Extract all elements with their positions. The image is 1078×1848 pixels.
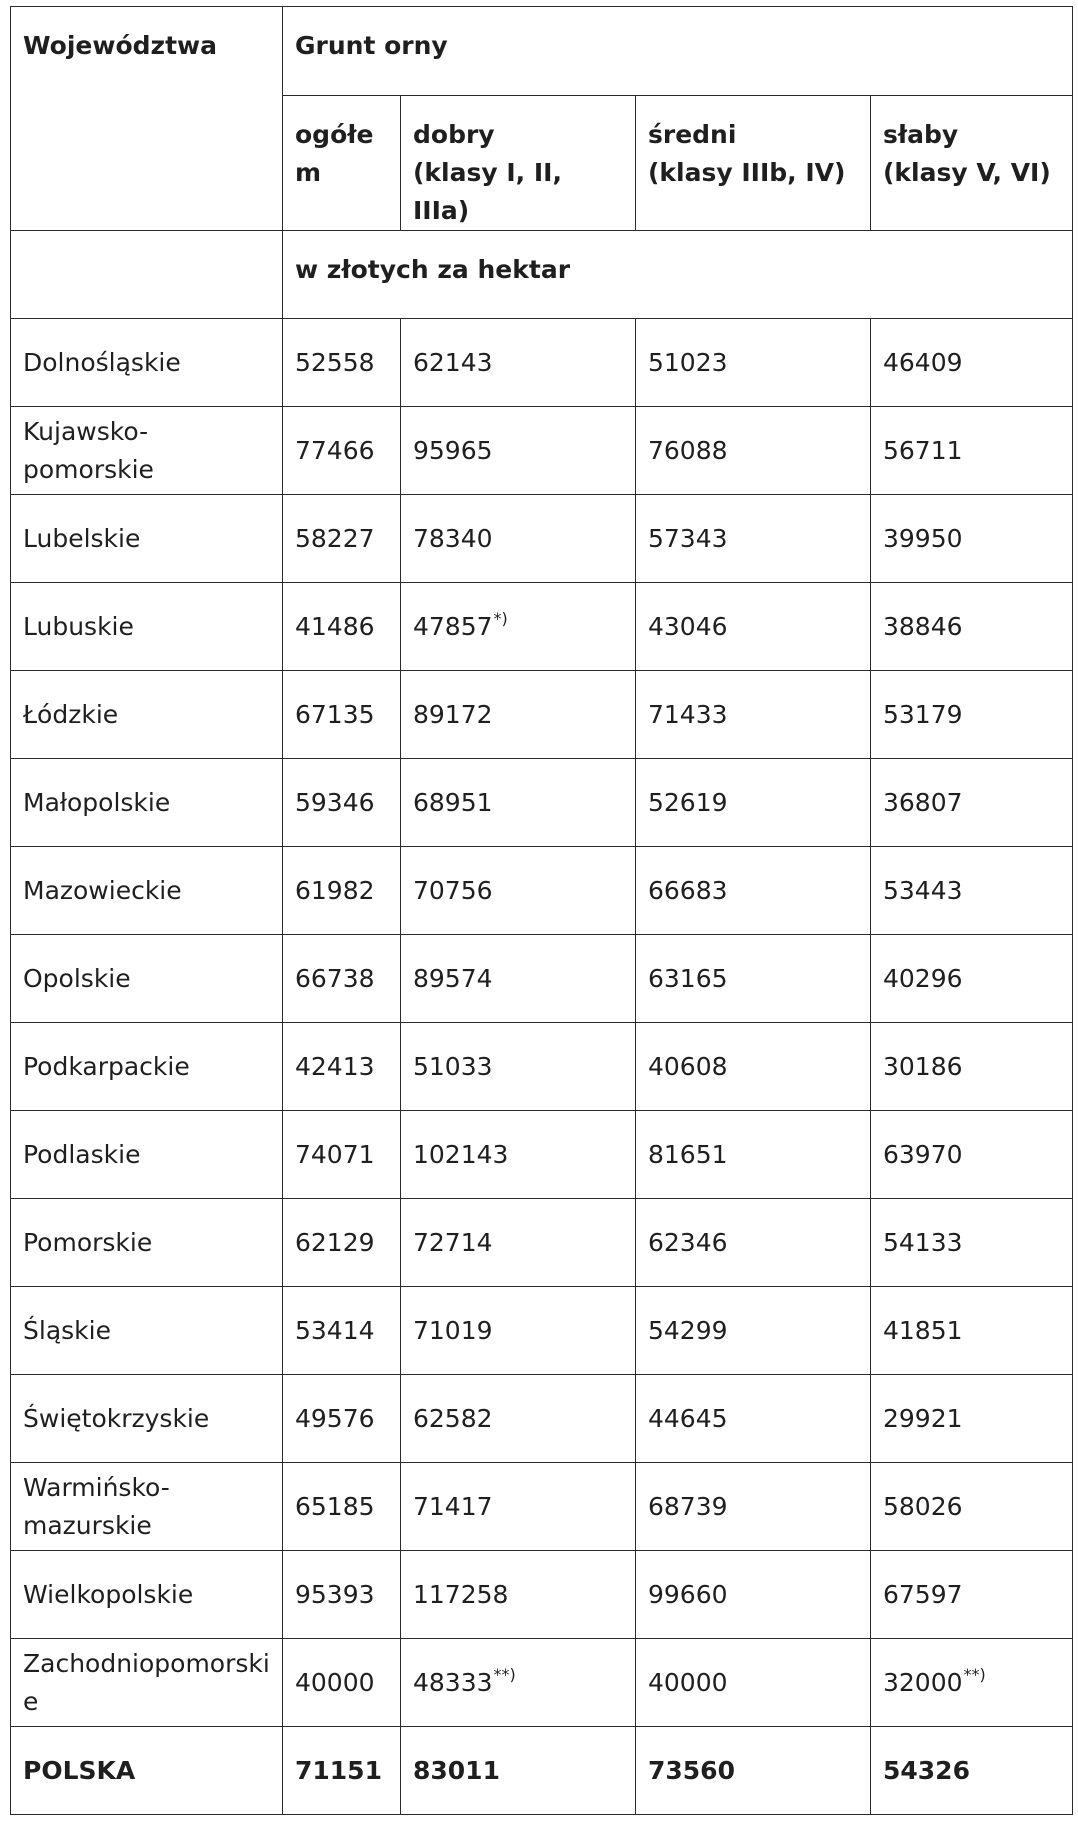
value-sredni	[636, 847, 871, 935]
value-ogolem	[283, 495, 401, 583]
region-name: Świętokrzyskie	[11, 1375, 283, 1463]
region-name: Mazowieckie	[11, 847, 283, 935]
value-number: 117258	[413, 1579, 509, 1609]
value-sredni	[636, 1287, 871, 1375]
table-row	[11, 1375, 1073, 1463]
value-number: 66683	[648, 875, 728, 905]
region-name: Podkarpackie	[11, 1023, 283, 1111]
value-number: 56711	[883, 435, 963, 465]
value-number: 38846	[883, 611, 963, 641]
value-slaby	[871, 319, 1073, 407]
value-sredni	[636, 1551, 871, 1639]
value-dobry	[401, 847, 636, 935]
value-sredni	[636, 935, 871, 1023]
value-sredni	[636, 1463, 871, 1551]
value-sredni	[636, 671, 871, 759]
value-dobry	[401, 671, 636, 759]
table-row	[11, 847, 1073, 935]
table-row	[11, 1023, 1073, 1111]
value-slaby	[871, 1375, 1073, 1463]
value-number: 71417	[413, 1491, 493, 1521]
table-row	[11, 1551, 1073, 1639]
value-number: 76088	[648, 435, 728, 465]
region-name: Podlaskie	[11, 1111, 283, 1199]
value-dobry	[401, 1463, 636, 1551]
table-row	[11, 407, 1073, 495]
value-dobry	[401, 759, 636, 847]
value-number: 54133	[883, 1227, 963, 1257]
footnote-marker: *)	[493, 608, 508, 628]
region-name: Lubuskie	[11, 583, 283, 671]
value-number: 29921	[883, 1403, 963, 1433]
table-row	[11, 1111, 1073, 1199]
value-number: 53179	[883, 699, 963, 729]
table-body	[11, 319, 1073, 1727]
value-number: 71433	[648, 699, 728, 729]
value-slaby	[871, 1639, 1073, 1727]
value-sredni	[636, 407, 871, 495]
price-table	[10, 6, 1073, 1815]
value-number: 58227	[295, 523, 375, 553]
value-sredni	[636, 1199, 871, 1287]
value-number: 44645	[648, 1403, 728, 1433]
value-ogolem	[283, 1023, 401, 1111]
value-number: 66738	[295, 963, 375, 993]
region-name: Wielkopolskie	[11, 1551, 283, 1639]
value-number: 53414	[295, 1315, 375, 1345]
table-row	[11, 1463, 1073, 1551]
value-number: 67135	[295, 699, 375, 729]
table-row	[11, 495, 1073, 583]
total-region: POLSKA	[11, 1727, 283, 1815]
value-number: 99660	[648, 1579, 728, 1609]
value-sredni	[636, 495, 871, 583]
value-sredni	[636, 1375, 871, 1463]
value-number: 49576	[295, 1403, 375, 1433]
value-ogolem	[283, 1287, 401, 1375]
total-value-slaby: 54326	[871, 1727, 1073, 1815]
table-row	[11, 935, 1073, 1023]
col-header-ogolem	[283, 96, 401, 231]
region-name: Zachodniopomorskie	[11, 1639, 283, 1727]
region-name: Lubelskie	[11, 495, 283, 583]
footnote-marker: **)	[493, 1664, 516, 1684]
value-number: 48333	[413, 1667, 493, 1697]
value-number: 74071	[295, 1139, 375, 1169]
value-number: 30186	[883, 1051, 963, 1081]
value-number: 53443	[883, 875, 963, 905]
value-number: 42413	[295, 1051, 375, 1081]
value-dobry	[401, 1639, 636, 1727]
region-name: Pomorskie	[11, 1199, 283, 1287]
value-slaby	[871, 1023, 1073, 1111]
value-number: 40296	[883, 963, 963, 993]
unit-row	[11, 231, 1073, 319]
value-number: 40000	[648, 1667, 728, 1697]
value-dobry	[401, 495, 636, 583]
value-number: 70756	[413, 875, 493, 905]
value-ogolem	[283, 1551, 401, 1639]
col-header-dobry-label: dobry	[413, 120, 495, 149]
value-number: 54299	[648, 1315, 728, 1345]
value-slaby	[871, 1287, 1073, 1375]
region-name: Śląskie	[11, 1287, 283, 1375]
value-number: 89172	[413, 699, 493, 729]
value-dobry	[401, 1287, 636, 1375]
total-value-dobry: 83011	[401, 1727, 636, 1815]
value-sredni	[636, 1111, 871, 1199]
value-ogolem	[283, 671, 401, 759]
col-header-sredni-classes: (klasy IIIb, IV)	[648, 158, 846, 187]
value-ogolem	[283, 1463, 401, 1551]
table-row	[11, 1287, 1073, 1375]
value-number: 62129	[295, 1227, 375, 1257]
total-value-sredni: 73560	[636, 1727, 871, 1815]
value-sredni	[636, 583, 871, 671]
value-slaby	[871, 495, 1073, 583]
table-row	[11, 583, 1073, 671]
value-number: 47857	[413, 611, 493, 641]
value-number: 102143	[413, 1139, 509, 1169]
value-sredni	[636, 1023, 871, 1111]
value-sredni	[636, 1639, 871, 1727]
value-number: 67597	[883, 1579, 963, 1609]
col-header-sredni	[636, 96, 871, 231]
value-ogolem	[283, 583, 401, 671]
region-name: Małopolskie	[11, 759, 283, 847]
col-header-dobry	[401, 96, 636, 231]
value-number: 51023	[648, 347, 728, 377]
value-slaby	[871, 671, 1073, 759]
value-dobry	[401, 407, 636, 495]
value-dobry	[401, 1199, 636, 1287]
table-row	[11, 319, 1073, 407]
value-number: 62582	[413, 1403, 493, 1433]
value-number: 52558	[295, 347, 375, 377]
total-value-ogolem: 71151	[283, 1727, 401, 1815]
region-name: Warmińsko-mazurskie	[11, 1463, 283, 1551]
col-header-dobry-classes: (klasy I, II, IIIa)	[413, 158, 562, 225]
value-number: 57343	[648, 523, 728, 553]
value-number: 63165	[648, 963, 728, 993]
value-slaby	[871, 407, 1073, 495]
value-number: 62143	[413, 347, 493, 377]
value-number: 52619	[648, 787, 728, 817]
value-number: 43046	[648, 611, 728, 641]
value-ogolem	[283, 1639, 401, 1727]
footnote-marker: **)	[963, 1664, 986, 1684]
value-slaby	[871, 583, 1073, 671]
value-number: 72714	[413, 1227, 493, 1257]
col-header-sredni-label: średni	[648, 120, 737, 149]
unit-row-blank-cell	[11, 231, 283, 319]
value-number: 78340	[413, 523, 493, 553]
value-dobry	[401, 935, 636, 1023]
value-number: 36807	[883, 787, 963, 817]
value-number: 65185	[295, 1491, 375, 1521]
value-sredni	[636, 759, 871, 847]
value-number: 63970	[883, 1139, 963, 1169]
value-number: 61982	[295, 875, 375, 905]
value-number: 41851	[883, 1315, 963, 1345]
value-dobry	[401, 1111, 636, 1199]
value-number: 40608	[648, 1051, 728, 1081]
value-ogolem	[283, 1111, 401, 1199]
value-slaby	[871, 759, 1073, 847]
value-number: 89574	[413, 963, 493, 993]
value-number: 68739	[648, 1491, 728, 1521]
region-name: Opolskie	[11, 935, 283, 1023]
value-dobry	[401, 583, 636, 671]
table-row	[11, 1639, 1073, 1727]
value-dobry	[401, 1023, 636, 1111]
region-name: Dolnośląskie	[11, 319, 283, 407]
value-number: 41486	[295, 611, 375, 641]
value-number: 95965	[413, 435, 493, 465]
value-ogolem	[283, 1375, 401, 1463]
value-number: 46409	[883, 347, 963, 377]
value-number: 32000	[883, 1667, 963, 1697]
unit-label: w złotych za hektar	[283, 231, 1073, 319]
value-sredni	[636, 319, 871, 407]
col-header-slaby-label: słaby	[883, 120, 959, 149]
value-slaby	[871, 1199, 1073, 1287]
value-ogolem	[283, 319, 401, 407]
col-header-slaby-classes: (klasy V, VI)	[883, 158, 1051, 187]
value-number: 77466	[295, 435, 375, 465]
value-slaby	[871, 1551, 1073, 1639]
grunt-orny-header: Grunt orny	[283, 7, 1073, 96]
value-number: 58026	[883, 1491, 963, 1521]
value-ogolem	[283, 407, 401, 495]
value-dobry	[401, 1551, 636, 1639]
region-name: Kujawsko-pomorskie	[11, 407, 283, 495]
total-row	[11, 1727, 1073, 1815]
header-row-1	[11, 7, 1073, 96]
col-header-ogolem-label: ogółem	[295, 120, 374, 187]
value-ogolem	[283, 847, 401, 935]
value-number: 71019	[413, 1315, 493, 1345]
value-number: 62346	[648, 1227, 728, 1257]
value-number: 95393	[295, 1579, 375, 1609]
value-dobry	[401, 319, 636, 407]
value-ogolem	[283, 759, 401, 847]
value-slaby	[871, 935, 1073, 1023]
region-column-header: Województwa	[11, 7, 283, 231]
table-row	[11, 1199, 1073, 1287]
region-name: Łódzkie	[11, 671, 283, 759]
value-number: 40000	[295, 1667, 375, 1697]
value-ogolem	[283, 935, 401, 1023]
value-number: 51033	[413, 1051, 493, 1081]
table-row	[11, 759, 1073, 847]
value-number: 68951	[413, 787, 493, 817]
value-slaby	[871, 1463, 1073, 1551]
value-ogolem	[283, 1199, 401, 1287]
value-number: 39950	[883, 523, 963, 553]
value-number: 59346	[295, 787, 375, 817]
value-slaby	[871, 847, 1073, 935]
value-dobry	[401, 1375, 636, 1463]
table-row	[11, 671, 1073, 759]
col-header-slaby	[871, 96, 1073, 231]
value-slaby	[871, 1111, 1073, 1199]
value-number: 81651	[648, 1139, 728, 1169]
